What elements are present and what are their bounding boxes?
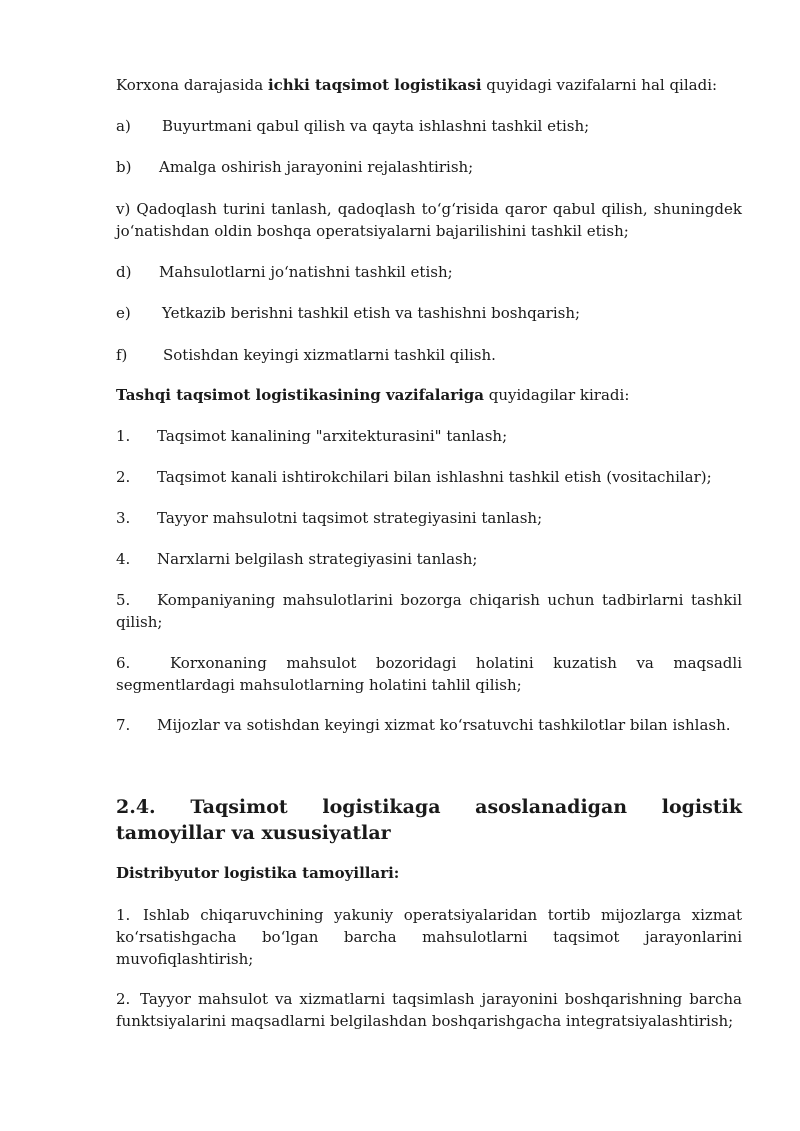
list-text: Korxonaning mahsulot bozoridagi holatini kuzatish va maqsadli segmentlardagi mahsulotlarning holatini tahlil qilish;	[116, 654, 742, 694]
list-text: Yetkazib berishni tashkil etish va tashishni boshqarish;	[162, 304, 581, 322]
list-label: 1.	[116, 906, 131, 924]
list-text: Qadoqlash turini tanlash, qadoqlash to‘g‘risida qaror qabul qilish, shuningdek jo‘natishdan oldin boshqa operatsiyalarni bajarilishini tashkil etish;	[116, 200, 742, 240]
principles-title	[116, 862, 742, 884]
intro-text-after: quyidagi vazifalarni hal qiladi:	[481, 76, 718, 94]
external-task-item	[116, 507, 742, 529]
external-task-item	[116, 714, 742, 736]
list-text: Amalga oshirish jarayonini rejalashtirish;	[159, 158, 474, 176]
external-bold-term: Tashqi taqsimot logistikasining vazifalariga	[116, 386, 484, 404]
intro-bold-term: ichki taqsimot logistikasi	[267, 76, 482, 94]
list-label: 6.	[116, 654, 131, 672]
list-label: a)	[116, 117, 131, 135]
list-label: d)	[116, 263, 132, 281]
list-text: Ishlab chiqaruvchining yakuniy operatsiyalaridan tortib mijozlarga xizmat ko‘rsatishgacha bo‘lgan barcha mahsulotlarni taqsimot jarayonlarini muvofiqlashtirish;	[116, 906, 742, 968]
list-label: 2.	[116, 468, 131, 486]
internal-logistics-intro	[116, 74, 742, 96]
list-text: Kompaniyaning mahsulotlarini bozorga chiqarish uchun tadbirlarni tashkil qilish;	[116, 591, 742, 631]
principle-item	[116, 904, 742, 970]
list-label: 3.	[116, 509, 131, 527]
list-text: Mijozlar va sotishdan keyingi xizmat ko‘rsatuvchi tashkilotlar bilan ishlash.	[157, 716, 731, 734]
internal-task-item	[116, 198, 742, 242]
list-label: 1.	[116, 427, 131, 445]
section-heading: 2.4. Taqsimot logistikaga asoslanadigan logistik tamoyillar va xususiyatlar	[116, 796, 742, 844]
external-task-item	[116, 548, 742, 570]
internal-task-item	[116, 156, 742, 178]
principle-item	[116, 988, 742, 1032]
list-text: Narxlarni belgilash strategiyasini tanlash;	[157, 550, 478, 568]
internal-task-item	[116, 261, 742, 283]
list-label: 5.	[116, 591, 131, 609]
list-label: 7.	[116, 716, 131, 734]
list-text: Mahsulotlarni jo‘natishni tashkil etish;	[159, 263, 453, 281]
list-text: Tayyor mahsulotni taqsimot strategiyasini tanlash;	[157, 509, 543, 527]
external-intro-text: quyidagilar kiradi:	[484, 386, 630, 404]
internal-task-item	[116, 344, 742, 366]
list-text: Tayyor mahsulot va xizmatlarni taqsimlash jarayonini boshqarishning barcha funktsiyalarini maqsadlarni belgilashdan boshqarishgacha integratsiyalashtirish;	[116, 990, 742, 1030]
list-label: v)	[116, 200, 131, 218]
external-task-item	[116, 589, 742, 633]
list-label: f)	[116, 346, 128, 364]
list-label: 4.	[116, 550, 131, 568]
principles-title-text: Distribyutor logistika tamoyillari:	[116, 864, 400, 882]
intro-text-before: Korxona darajasida	[116, 76, 268, 94]
list-text: Taqsimot kanalining "arxitekturasini" tanlash;	[157, 427, 508, 445]
list-text: Buyurtmani qabul qilish va qayta ishlashni tashkil etish;	[162, 117, 590, 135]
external-task-item	[116, 652, 742, 696]
list-text: Taqsimot kanali ishtirokchilari bilan ishlashni tashkil etish (vositachilar);	[157, 468, 712, 486]
internal-task-item	[116, 302, 742, 324]
list-text: Sotishdan keyingi xizmatlarni tashkil qilish.	[163, 346, 496, 364]
internal-task-item	[116, 115, 742, 137]
list-label: e)	[116, 304, 131, 322]
list-label: 2.	[116, 990, 131, 1008]
external-logistics-intro	[116, 384, 742, 406]
list-label: b)	[116, 158, 132, 176]
external-task-item	[116, 466, 742, 488]
external-task-item	[116, 425, 742, 447]
